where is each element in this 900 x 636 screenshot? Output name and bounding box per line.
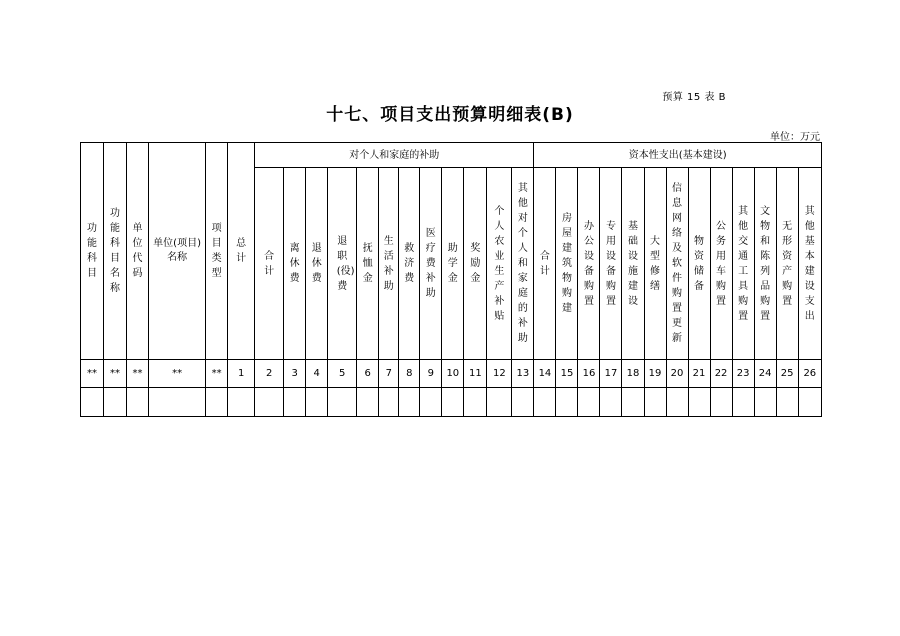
empty-data-cell	[754, 388, 776, 417]
empty-data-cell	[688, 388, 710, 417]
empty-data-cell	[306, 388, 328, 417]
column-number-cell: 23	[732, 360, 754, 388]
empty-data-cell	[284, 388, 306, 417]
budget-table	[80, 142, 822, 417]
column-number-cell: **	[149, 360, 206, 388]
empty-data-cell	[578, 388, 600, 417]
empty-data-cell	[442, 388, 464, 417]
column-number-cell: 7	[379, 360, 399, 388]
empty-data-cell	[622, 388, 644, 417]
column-number-cell: 24	[754, 360, 776, 388]
empty-data-cell	[732, 388, 754, 417]
header-cell: 单位(项目)名称	[149, 143, 206, 360]
empty-data-cell	[149, 388, 206, 417]
column-number-cell: 15	[556, 360, 578, 388]
personal-column-header: 奖励金	[464, 168, 487, 360]
empty-data-cell	[487, 388, 512, 417]
column-number-cell: **	[127, 360, 149, 388]
capital-column-header: 基础设施建设	[622, 168, 644, 360]
header-cell: 总计	[228, 143, 255, 360]
empty-data-cell	[512, 388, 534, 417]
empty-data-cell	[379, 388, 399, 417]
empty-data-cell	[104, 388, 127, 417]
empty-data-cell	[420, 388, 442, 417]
column-number-cell: 11	[464, 360, 487, 388]
personal-column-header: 救济费	[399, 168, 420, 360]
column-number-cell: **	[206, 360, 228, 388]
column-number-cell: 16	[578, 360, 600, 388]
column-number-cell: 4	[306, 360, 328, 388]
table-code: 预算 15 表 B	[662, 92, 726, 103]
column-number-cell: 14	[534, 360, 556, 388]
capital-column-header: 房屋建筑物购建	[556, 168, 578, 360]
empty-data-cell	[255, 388, 284, 417]
personal-column-header: 退职(役)费	[328, 168, 357, 360]
column-number-cell: 10	[442, 360, 464, 388]
personal-column-header: 其他对个人和家庭的补助	[512, 168, 534, 360]
capital-column-header: 无形资产购置	[776, 168, 798, 360]
personal-column-header: 抚恤金	[357, 168, 379, 360]
column-number-cell: 26	[798, 360, 821, 388]
unit-label: 单位：万元	[770, 132, 820, 143]
column-number-cell: 13	[512, 360, 534, 388]
group-header-personal: 对个人和家庭的补助	[255, 143, 534, 168]
column-number-cell: 5	[328, 360, 357, 388]
page-title: 十七、项目支出预算明细表(B)	[326, 105, 574, 125]
personal-column-header: 生活补助	[379, 168, 399, 360]
column-number-cell: 21	[688, 360, 710, 388]
column-number-cell: 18	[622, 360, 644, 388]
column-number-cell: 3	[284, 360, 306, 388]
column-number-cell: 25	[776, 360, 798, 388]
capital-column-header: 其他基本建设支出	[798, 168, 821, 360]
capital-column-header: 合计	[534, 168, 556, 360]
empty-data-cell	[534, 388, 556, 417]
column-number-cell: 2	[255, 360, 284, 388]
header-cell: 项目类型	[206, 143, 228, 360]
capital-column-header: 信息网络及软件购置更新	[666, 168, 688, 360]
header-cell: 功能科目	[81, 143, 104, 360]
empty-data-cell	[644, 388, 666, 417]
column-number-cell: 19	[644, 360, 666, 388]
capital-column-header: 物资储备	[688, 168, 710, 360]
empty-data-cell	[464, 388, 487, 417]
capital-column-header: 其他交通工具购置	[732, 168, 754, 360]
column-number-cell: 6	[357, 360, 379, 388]
empty-data-cell	[798, 388, 821, 417]
column-number-cell: 12	[487, 360, 512, 388]
capital-column-header: 公务用车购置	[710, 168, 732, 360]
empty-data-cell	[710, 388, 732, 417]
empty-data-cell	[556, 388, 578, 417]
empty-data-cell	[776, 388, 798, 417]
personal-column-header: 医疗费补助	[420, 168, 442, 360]
capital-column-header: 办公设备购置	[578, 168, 600, 360]
capital-column-header: 文物和陈列品购置	[754, 168, 776, 360]
column-number-cell: 8	[399, 360, 420, 388]
personal-column-header: 离休费	[284, 168, 306, 360]
empty-data-cell	[206, 388, 228, 417]
header-cell: 单位代码	[127, 143, 149, 360]
empty-data-cell	[81, 388, 104, 417]
empty-data-cell	[600, 388, 622, 417]
column-number-cell: **	[81, 360, 104, 388]
personal-column-header: 合计	[255, 168, 284, 360]
capital-column-header: 专用设备购置	[600, 168, 622, 360]
empty-data-cell	[666, 388, 688, 417]
column-number-cell: **	[104, 360, 127, 388]
empty-data-cell	[357, 388, 379, 417]
column-number-cell: 9	[420, 360, 442, 388]
column-number-cell: 22	[710, 360, 732, 388]
column-number-cell: 17	[600, 360, 622, 388]
column-number-cell: 1	[228, 360, 255, 388]
header-cell: 功能科目名称	[104, 143, 127, 360]
personal-column-header: 助学金	[442, 168, 464, 360]
column-number-cell: 20	[666, 360, 688, 388]
empty-data-cell	[399, 388, 420, 417]
empty-data-cell	[127, 388, 149, 417]
capital-column-header: 大型修缮	[644, 168, 666, 360]
personal-column-header: 退休费	[306, 168, 328, 360]
empty-data-cell	[228, 388, 255, 417]
group-header-capital: 资本性支出(基本建设)	[534, 143, 822, 168]
personal-column-header: 个人农业生产补贴	[487, 168, 512, 360]
empty-data-cell	[328, 388, 357, 417]
